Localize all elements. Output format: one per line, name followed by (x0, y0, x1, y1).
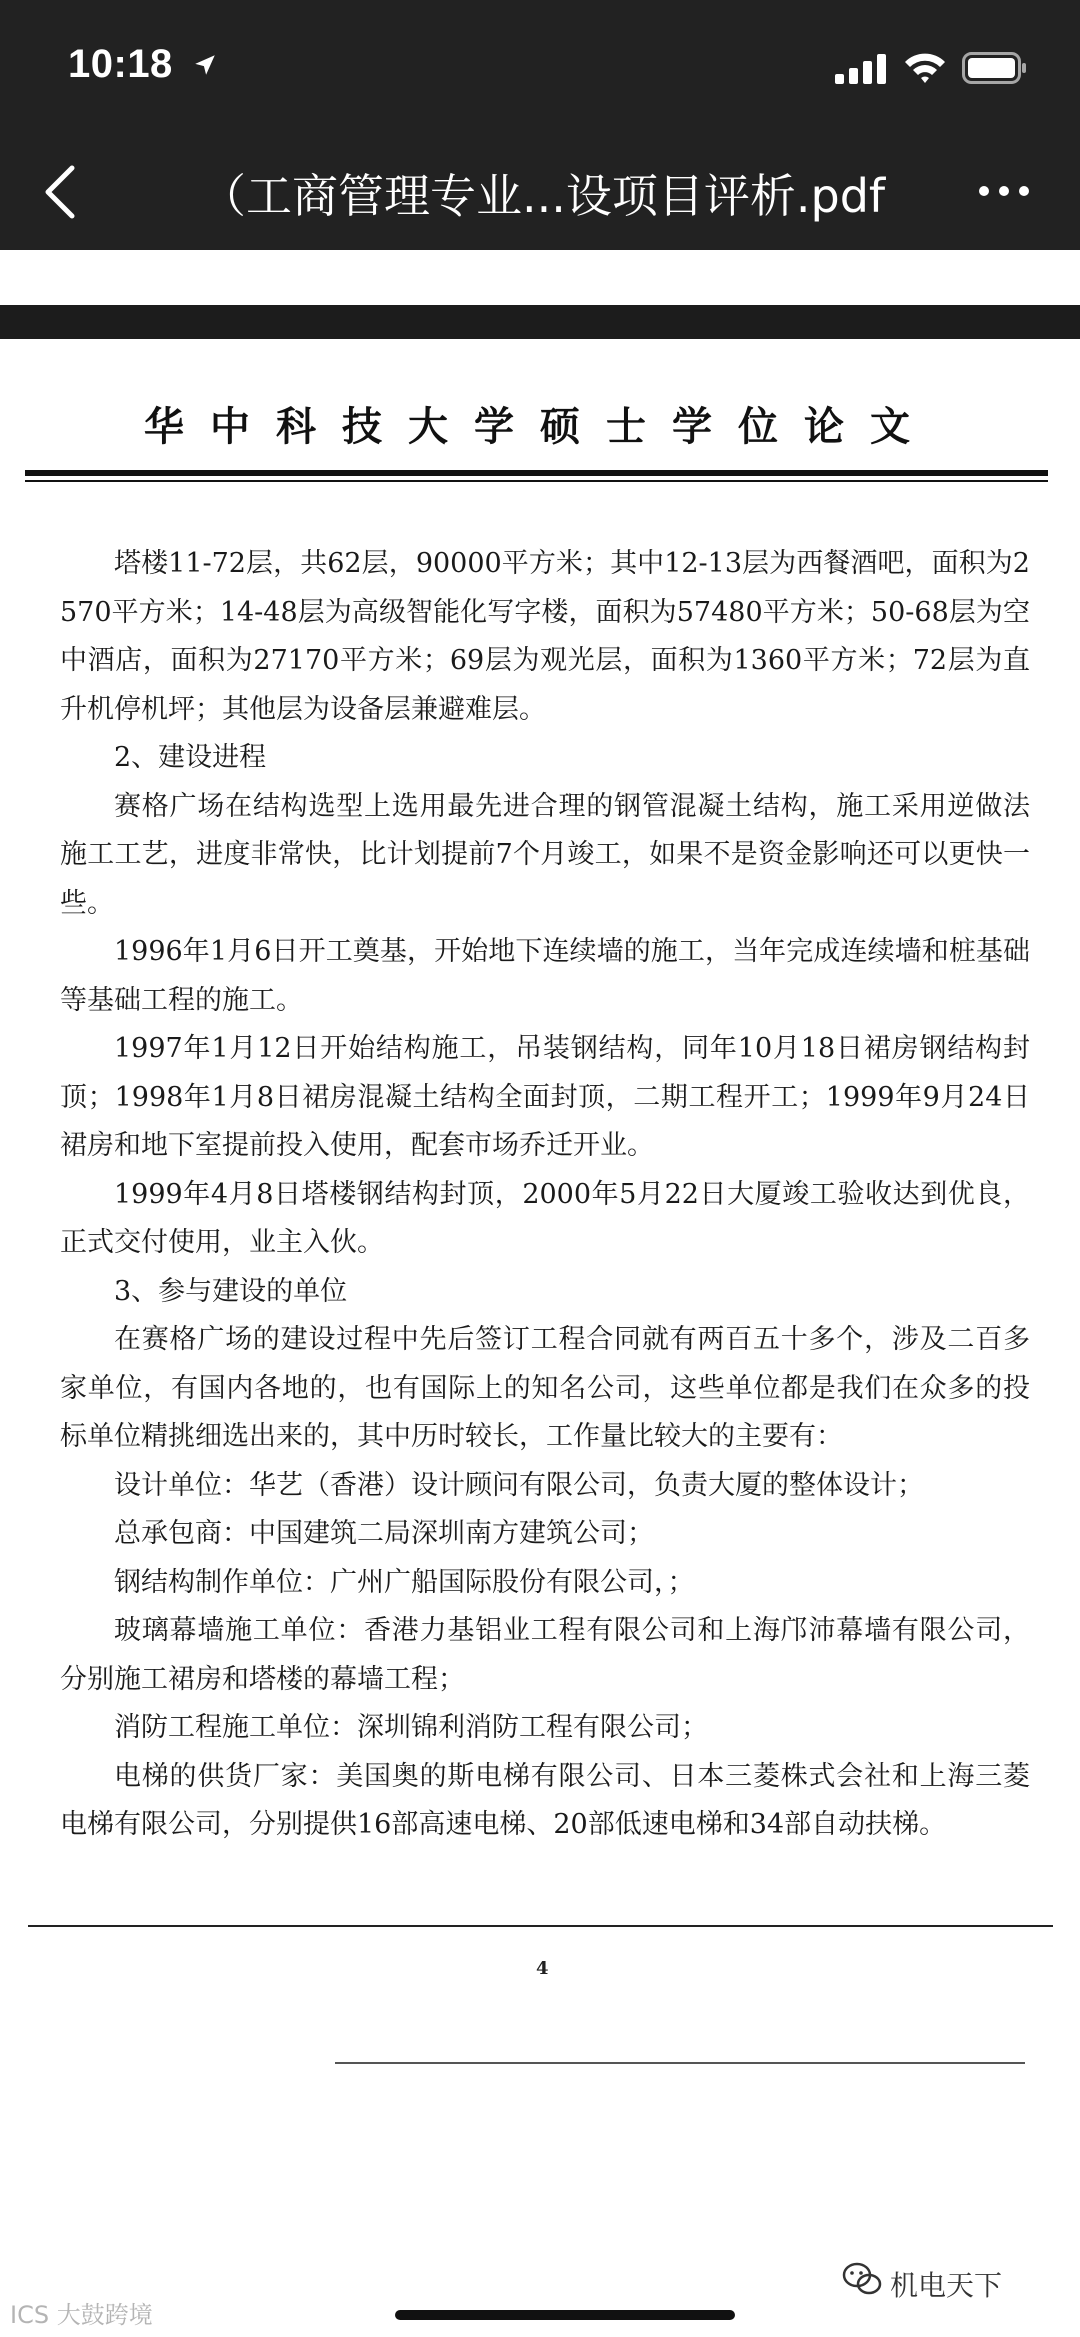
top-bar (0, 0, 1080, 250)
paragraph: 1997年1月12日开始结构施工，吊装钢结构，同年10月18日裙房钢结构封顶；1998年1月8日裙房混凝土结构全面封顶，二期工程开工；1999年9月24日裙房和地下室提前投入使用，配套市场乔迁开业。 (60, 1033, 1030, 1161)
watermark-right: 机电天下 (890, 2269, 1003, 2302)
header-rule (25, 470, 1048, 476)
document-title: （工商管理专业...设项目评析.pdf (200, 169, 886, 223)
paragraph: 1999年4月8日塔楼钢结构封顶，2000年5月22日大厦竣工验收达到优良，正式交付使用，业主入伙。 (60, 1178, 1030, 1258)
paragraph: 1996年1月6日开工奠基，开始地下连续墙的施工，当年完成连续墙和桩基础等基础工程的施工。 (60, 936, 1030, 1016)
document-body (60, 540, 1030, 1850)
wifi-icon (903, 50, 947, 84)
paragraph: 消防工程施工单位：深圳锦利消防工程有限公司； (114, 1712, 708, 1743)
section-heading: 2、建设进程 (114, 742, 267, 773)
paragraph: 赛格广场在结构选型上选用最先进合理的钢管混凝土结构，施工采用逆做法施工工艺，进度非常快，比计划提前7个月竣工，如果不是资金影响还可以更快一些。 (60, 790, 1030, 919)
page-number: 4 (536, 1958, 549, 1979)
paragraph: 电梯的供货厂家：美国奥的斯电梯有限公司、日本三菱株式会社和上海三菱电梯有限公司，分别提供16部高速电梯、20部低速电梯和34部自动扶梯。 (60, 1760, 1030, 1840)
page-top-band (0, 305, 1080, 339)
battery-icon (962, 52, 1028, 84)
status-time: 10:18 (68, 42, 173, 86)
paragraph: 设计单位：华艺（香港）设计顾问有限公司，负责大厦的整体设计； (114, 1469, 924, 1501)
paragraph: 塔楼11-72层，共62层，90000平方米；其中12-13层为西餐酒吧，面积为2570平方米；14-48层为高级智能化写字楼，面积为57480平方米；50-68层为空中酒店，面积为27170平方米；69层为观光层，面积为1360平方米；72层为直升机停机坪；其他层为设备层兼避难层。 (60, 548, 1030, 725)
footer-rule (28, 1925, 1053, 1927)
home-indicator[interactable] (395, 2310, 735, 2320)
back-chevron-icon[interactable] (40, 162, 80, 222)
cellular-signal-icon (835, 54, 887, 84)
page-edge-rule (335, 2062, 1025, 2064)
more-options-icon[interactable] (975, 180, 1033, 202)
paragraph: 在赛格广场的建设过程中先后签订工程合同就有两百五十多个，涉及二百多家单位，有国内各地的，也有国际上的知名公司，这些单位都是我们在众多的投标单位精挑细选出来的，其中历时较长，工作量比较大的主要有： (60, 1324, 1030, 1452)
header-rule-thin (25, 480, 1048, 482)
paragraph: 玻璃幕墙施工单位：香港力基铝业工程有限公司和上海邝沛幕墙有限公司，分别施工裙房和塔楼的幕墙工程； (60, 1615, 1030, 1695)
watermark-left: ICS 大鼓跨境 (10, 2301, 153, 2329)
wechat-icon (842, 2262, 882, 2296)
location-arrow-icon (192, 52, 218, 78)
thesis-header-title: 华中科技大学硕士学位论文 (144, 403, 936, 450)
paragraph: 总承包商：中国建筑二局深圳南方建筑公司； (114, 1518, 654, 1549)
paragraph: 钢结构制作单位：广州广船国际股份有限公司，； (114, 1566, 695, 1598)
section-heading: 3、参与建设的单位 (114, 1275, 348, 1307)
